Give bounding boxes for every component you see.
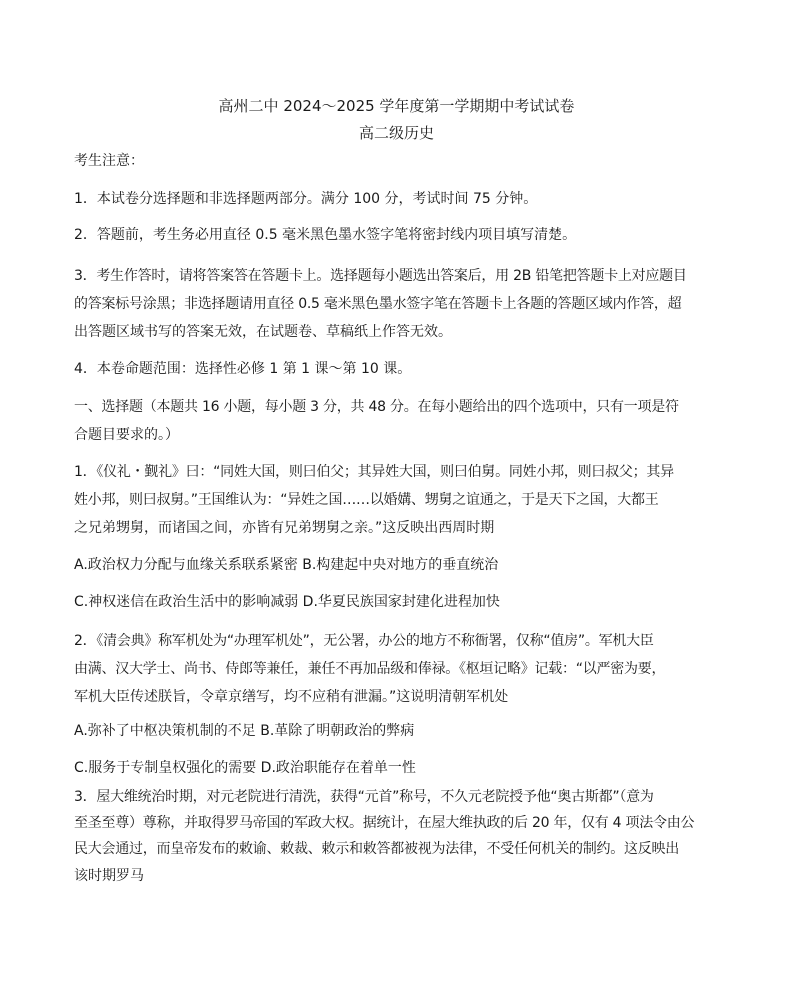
question-2-line: 由满、汉大学士、尚书、侍郎等兼任，兼任不再加品级和俸禄。《枢垣记略》记载：“以严密为要，: [74, 661, 666, 677]
notice-heading: 考生注意：: [74, 153, 144, 169]
notice-item-3-line: 出答题区域书写的答案无效，在试题卷、草稿纸上作答无效。: [74, 324, 452, 340]
notice-item-3-line: 3．考生作答时，请将答案答在答题卡上。选择题每小题选出答案后，用 2B 铅笔把答题卡上对应题目: [74, 268, 687, 284]
notice-item-2: 2．答题前，考生务必用直径 0.5 毫米黑色墨水签字笔将密封线内项目填写清楚。: [74, 227, 577, 243]
question-2-options-ab: A.弥补了中枢决策机制的不足 B.革除了明朝政治的弊病: [74, 723, 415, 739]
question-3-line: 该时期罗马: [74, 868, 144, 884]
question-2-line: 军机大臣传述朕旨，令章京缮写，均不应稍有泄漏。”这说明清朝军机处: [74, 689, 509, 705]
exam-title: 高州二中 2024～2025 学年度第一学期期中考试试卷: [218, 97, 575, 115]
question-1-options-cd: C.神权迷信在政治生活中的影响减弱 D.华夏民族国家封建化进程加快: [74, 594, 500, 610]
notice-item-3-line: 的答案标号涂黑；非选择题请用直径 0.5 毫米黑色墨水签字笔在答题卡上各题的答题区域内作答，超: [74, 296, 682, 312]
notice-item-4: 4．本卷命题范围：选择性必修 1 第 1 课～第 10 课。: [74, 361, 412, 377]
question-1-options-ab: A.政治权力分配与血缘关系联系紧密 B.构建起中央对地方的垂直统治: [74, 557, 499, 573]
question-1-line: 1．《仪礼・觐礼》曰：“同姓大国，则曰伯父；其异姓大国，则曰伯舅。同姓小邦，则曰叔父；其异: [74, 464, 674, 480]
question-3-line: 至圣至尊）尊称，并取得罗马帝国的军政大权。据统计，在屋大维执政的后 20 年，仅有 4 项法令由公: [74, 815, 695, 831]
exam-subtitle: 高二级历史: [358, 124, 434, 142]
question-3-line: 民大会通过，而皇帝发布的敕谕、敕裁、敕示和敕答都被视为法律，不受任何机关的制约。这反映出: [74, 841, 679, 857]
question-2-options-cd: C.服务于专制皇权强化的需要 D.政治职能存在着单一性: [74, 760, 416, 776]
notice-item-1: 1．本试卷分选择题和非选择题两部分。满分 100 分，考试时间 75 分钟。: [74, 191, 538, 207]
question-2-line: 2．《清会典》称军机处为“办理军机处”，无公署，办公的地方不称衙署，仅称“值房”。军机大臣: [74, 633, 654, 649]
section-heading-line: 一、选择题（本题共 16 小题，每小题 3 分，共 48 分。在每小题给出的四个选项中，只有一项是符: [74, 399, 679, 415]
question-1-line: 之兄弟甥舅，而诸国之间，亦皆有兄弟甥舅之亲。”这反映出西周时期: [74, 520, 495, 536]
question-3-line: 3．屋大维统治时期，对元老院进行清洗，获得“元首”称号，不久元老院授予他“奥古斯都”（意为: [74, 789, 654, 805]
question-1-line: 姓小邦，则曰叔舅。”王国维认为：“异姓之国……以婚媾、甥舅之谊通之，于是天下之国，大都王: [74, 492, 659, 508]
section-heading-line: 合题目要求的。）: [74, 427, 179, 443]
